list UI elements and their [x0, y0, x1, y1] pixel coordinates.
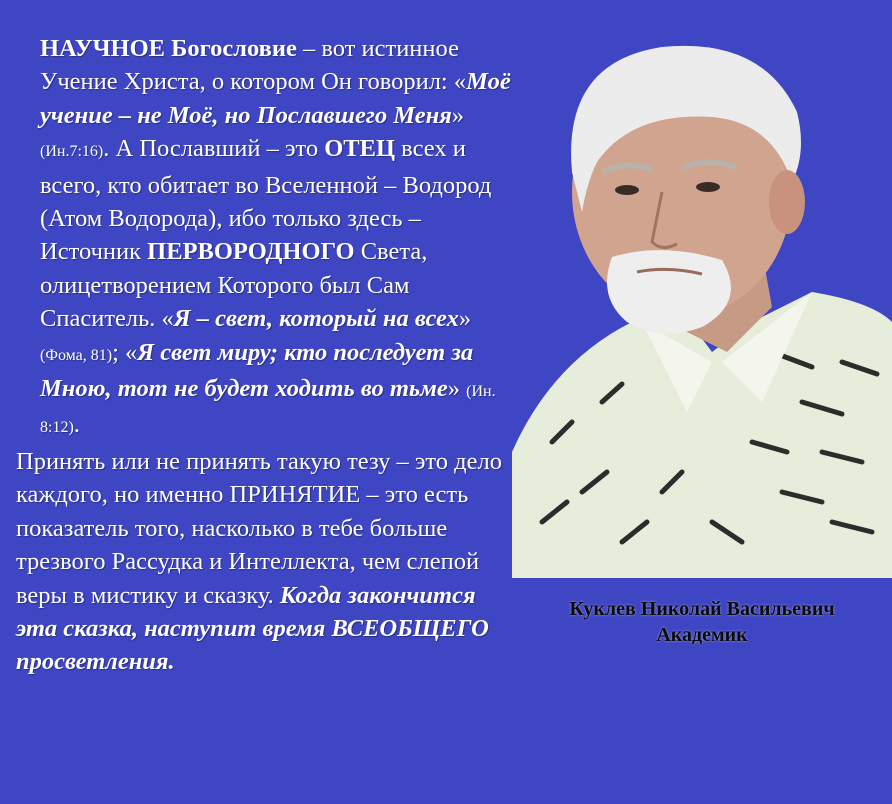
- quote-paragraph-2: [16, 445, 516, 679]
- scripture-reference: (Фома, 81): [40, 346, 113, 364]
- body-text: Света, олицетворением Которого был Сам Спаситель. «: [40, 238, 428, 333]
- body-text: всех и всего, кто обитает во Вселенной – Водород (Атом Водорода), ибо только здесь – Источник: [40, 135, 492, 266]
- quote-text: [16, 32, 516, 679]
- body-text: Принять или не принять такую тезу – это дело каждого, но именно ПРИНЯТИЕ – это есть показатель того, насколько в тебе больше трезвого Рассудка и Интеллекта, чем слепой веры в мистику и сказку.: [16, 447, 502, 609]
- body-text: ; «: [112, 338, 138, 366]
- body-text: – вот истинное Учение Христа, о котором Он говорил: «: [40, 35, 467, 96]
- scripture-reference: (Ин.7:16): [40, 143, 104, 161]
- emphasis-text: НАУЧНОЕ: [40, 35, 166, 62]
- author-name: Куклев Николай Васильевич: [569, 598, 835, 620]
- portrait-caption: [512, 596, 892, 648]
- portrait-illustration: [512, 22, 892, 578]
- author-title: Академик: [656, 624, 748, 646]
- emphasis-text: ПЕРВОРОДНОГО: [147, 238, 355, 266]
- body-text: . А Пославший – это: [103, 135, 325, 163]
- portrait-photo: [512, 22, 892, 578]
- emphasis-text: ОТЕЦ: [324, 135, 396, 163]
- body-text: »: [447, 375, 467, 403]
- scripture-reference: (Ин. 8:12): [40, 383, 496, 437]
- body-text: .: [73, 411, 80, 439]
- citation-text: Я свет миру; кто последует за Мною, тот не будет ходить во тьме: [40, 338, 474, 403]
- quote-paragraph-1: [16, 32, 516, 445]
- emphasis-text: Богословие: [165, 35, 297, 62]
- body-text: »: [458, 305, 472, 333]
- citation-text: Когда закончится эта сказка, наступит время ВСЕОБЩЕГО просветления.: [16, 581, 489, 676]
- citation-text: Я – свет, который на всех: [173, 305, 459, 333]
- body-text: »: [451, 101, 465, 129]
- citation-text: Моё учение – не Моё, но Пославшего Меня: [40, 68, 511, 129]
